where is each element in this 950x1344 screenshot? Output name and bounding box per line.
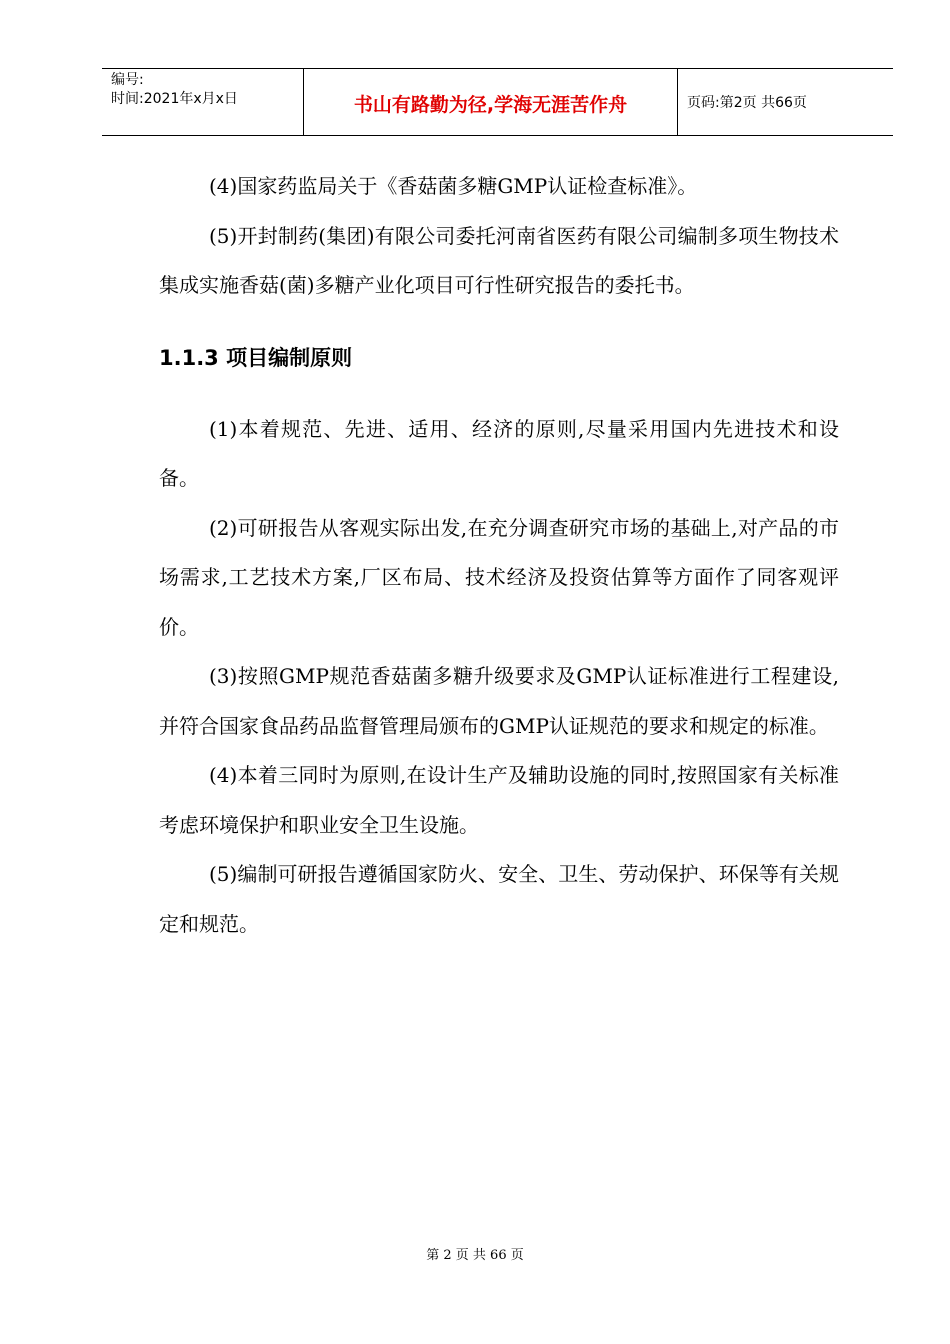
principle-item-4: (4)本着三同时为原则,在设计生产及辅助设施的同时,按照国家有关标准考虑环境保护和职业安全卫生设施。 bbox=[159, 763, 839, 837]
principle-item-3: (3)按照GMP规范香菇菌多糖升级要求及GMP认证标准进行工程建设,并符合国家食品药品监督管理局颁布的GMP认证规范的要求和规定的标准。 bbox=[159, 664, 839, 738]
header-meta-cell bbox=[102, 69, 304, 135]
header-motto: 书山有路勤为径,学海无涯苦作舟 bbox=[304, 69, 678, 135]
principle-item-5: (5)编制可研报告遵循国家防火、安全、卫生、劳动保护、环保等有关规定和规范。 bbox=[159, 862, 839, 936]
header-page-info: 页码:第2页 共66页 bbox=[687, 95, 807, 111]
basis-item-5: (5)开封制药(集团)有限公司委托河南省医药有限公司编制多项生物技术集成实施香菇(菌)多糖产业化项目可行性研究报告的委托书。 bbox=[159, 223, 839, 297]
document-body bbox=[159, 162, 839, 949]
page-footer: 第 2 页 共 66 页 bbox=[426, 1248, 524, 1263]
principle-item-1: (1)本着规范、先进、适用、经济的原则,尽量采用国内先进技术和设备。 bbox=[159, 416, 839, 490]
basis-item-4: (4)国家药监局关于《香菇菌多糖GMP认证检查标准》。 bbox=[209, 174, 698, 198]
number-label: 编号: bbox=[111, 72, 144, 88]
principle-item-2: (2)可研报告从客观实际出发,在充分调查研究市场的基础上,对产品的市场需求,工艺技术方案,厂区布局、技术经济及投资估算等方面作了同客观评价。 bbox=[159, 515, 839, 639]
time-label: 时间:2021年x月x日 bbox=[111, 91, 238, 107]
page-header bbox=[102, 68, 893, 136]
section-heading: 1.1.3 项目编制原则 bbox=[159, 345, 353, 370]
